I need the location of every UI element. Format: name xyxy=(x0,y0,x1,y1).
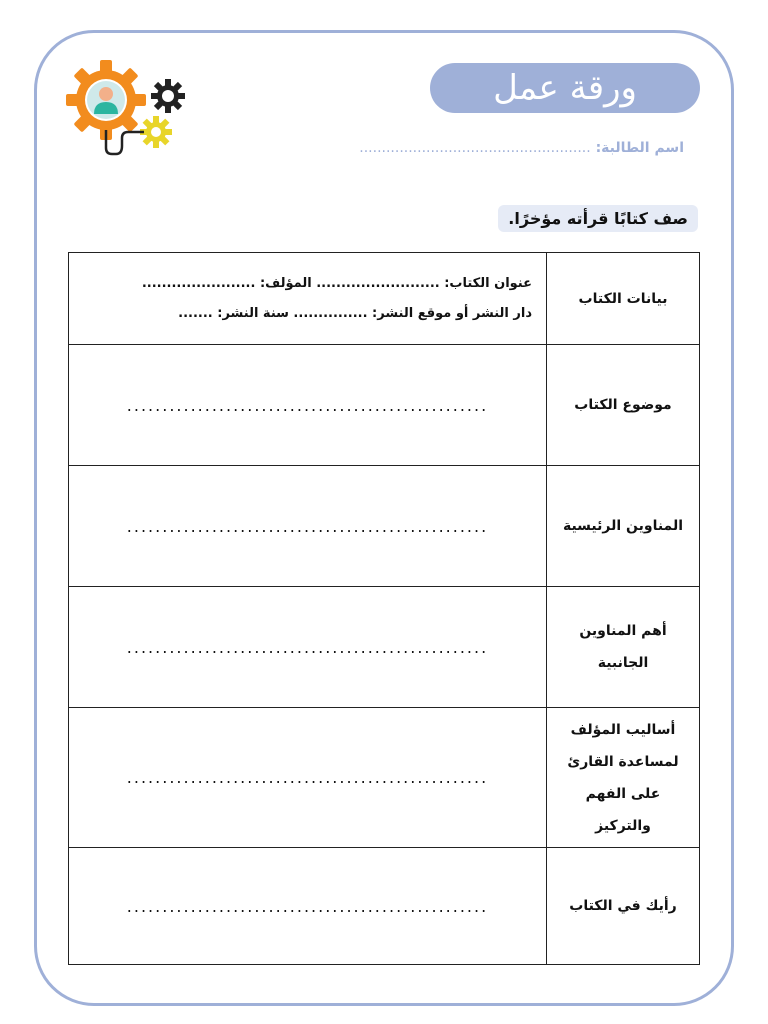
instruction-text: صف كتابًا قرأته مؤخرًا. xyxy=(498,205,698,232)
publisher-year-line[interactable]: دار النشر أو موقع النشر: ............... سنة النشر: ....... xyxy=(178,305,532,321)
answer-cell[interactable] xyxy=(69,708,547,848)
answer-blank[interactable]: ................................................... xyxy=(126,516,489,536)
answer-blank[interactable]: ................................................... xyxy=(126,395,489,415)
table-row xyxy=(69,345,700,466)
answer-blank[interactable]: ................................................... xyxy=(126,896,489,916)
answer-cell[interactable] xyxy=(69,587,547,708)
book-info-cell[interactable] xyxy=(69,253,547,345)
answer-cell[interactable] xyxy=(69,466,547,587)
table-row xyxy=(69,848,700,965)
answer-cell[interactable] xyxy=(69,848,547,965)
row-label: بيانات الكتاب xyxy=(547,253,700,345)
row-label: موضوع الكتاب xyxy=(547,345,700,466)
row-label: أهم المناوين الجانبية xyxy=(547,587,700,708)
student-name-field[interactable] xyxy=(359,140,684,156)
answer-blank[interactable]: ................................................... xyxy=(126,768,489,787)
student-name-blank[interactable]: .................................................... xyxy=(359,140,591,156)
row-label: المناوين الرئيسية xyxy=(547,466,700,587)
gear-person-logo-icon xyxy=(64,58,194,158)
page-title: ورقة عمل xyxy=(430,63,700,113)
row-label: رأيك في الكتاب xyxy=(547,848,700,965)
worksheet-table xyxy=(68,252,700,965)
row-label: أساليب المؤلف لمساعدة القارئ على الفهم والتركيز xyxy=(547,708,700,848)
title-author-line[interactable]: عنوان الكتاب: ......................... المؤلف: ....................... xyxy=(141,275,532,291)
table-row xyxy=(69,708,700,848)
table-row xyxy=(69,587,700,708)
table-row xyxy=(69,253,700,345)
table-row xyxy=(69,466,700,587)
answer-blank[interactable]: ................................................... xyxy=(126,637,489,657)
student-name-label: اسم الطالبة: xyxy=(595,140,684,156)
answer-cell[interactable] xyxy=(69,345,547,466)
